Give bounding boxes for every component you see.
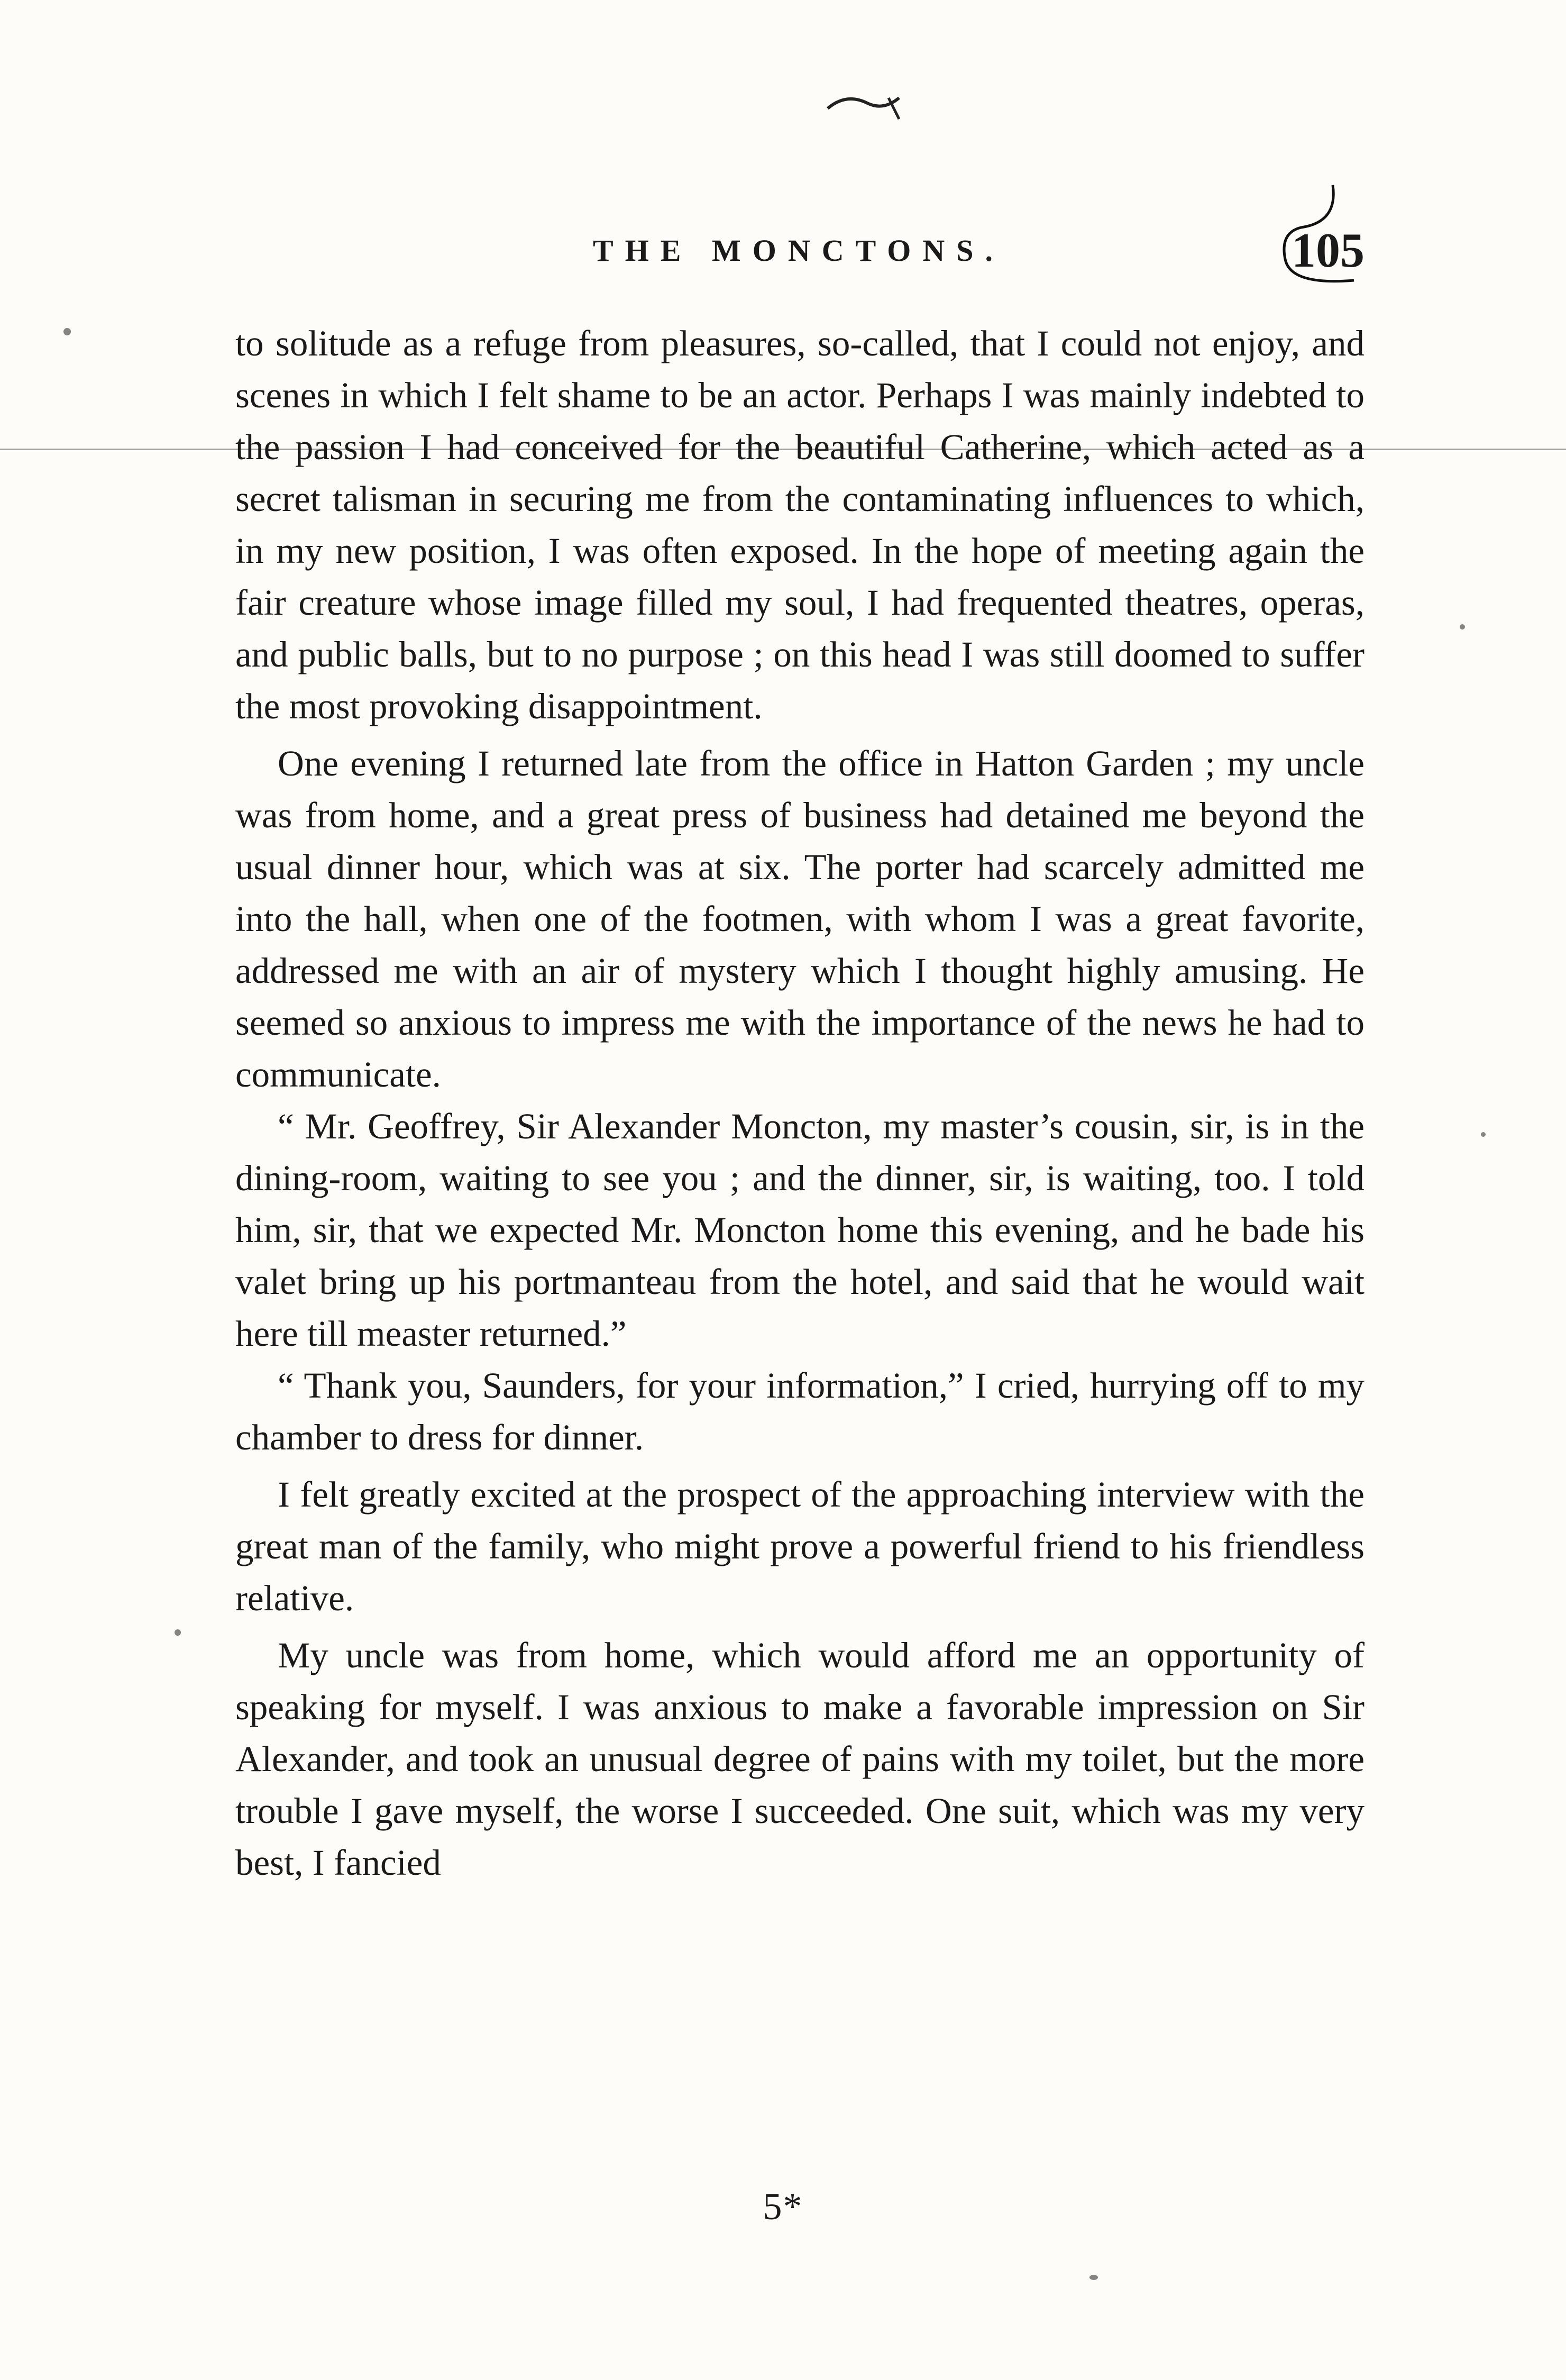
paragraph-1: to solitude as a refuge from pleasures, so-called, that I could not enjoy, and scenes in which I felt shame to be an actor. Perhaps I was mainly indebted to the passion I had conceived for the beautiful Catherine, which acted as a secret talisman in securing me from the contaminating influences to which, in my new position, I was often exposed. In the hope of meeting again the fair creature whose image filled my soul, I had frequented theatres, operas, and public balls, but to no purpose ; on this head I was still doomed to suffer the most provoking disappointment.	[235, 323, 1364, 726]
scan-speck	[1481, 1132, 1486, 1137]
scan-speck	[175, 1629, 181, 1636]
ink-squiggle-mark	[825, 87, 904, 124]
paragraph-5: I felt greatly excited at the prospect of the approaching interview with the great man of the family, who might prove a powerful friend to his friendless relative.	[235, 1474, 1364, 1618]
paragraph-3: “ Mr. Geoffrey, Sir Alexander Moncton, my master’s cousin, sir, is in the dining-room, waiting to see you ; and the dinner, sir, is waiting, too. I told him, sir, that we expected Mr. Moncton home this evening, and he bade his valet bring up his portmanteau from the hotel, and said that he would wait here till measter returned.”	[235, 1106, 1364, 1354]
signature-mark: 5*	[763, 2185, 803, 2228]
paragraph-4: “ Thank you, Saunders, for your information,” I cried, hurrying off to my chamber to dress for dinner.	[235, 1365, 1364, 1457]
scan-speck	[63, 328, 71, 335]
page-number: 105	[1292, 223, 1364, 277]
paragraph-2: One evening I returned late from the office in Hatton Garden ; my uncle was from home, and a great press of business had detained me beyond the usual dinner hour, which was at six. The porter had scarcely admitted me into the hall, when one of the footmen, with whom I was a great favorite, addressed me with an air of mystery which I thought highly amusing. He seemed so anxious to impress me with the importance of the news he had to communicate.	[235, 743, 1364, 1095]
body-text	[235, 317, 1364, 1889]
scan-speck	[1089, 2275, 1098, 2280]
running-title: THE MONCTONS.	[592, 233, 1004, 268]
handwritten-bracket-mark	[1259, 175, 1364, 302]
running-head	[233, 222, 1364, 286]
paragraph-6: My uncle was from home, which would afford me an opportunity of speaking for myself. I was anxious to make a favorable impression on Sir Alexander, and took an unusual degree of pains with my toilet, but the more trouble I gave myself, the worse I succeeded. One suit, which was my very best, I fancied	[235, 1635, 1364, 1883]
scan-speck	[1460, 624, 1465, 630]
